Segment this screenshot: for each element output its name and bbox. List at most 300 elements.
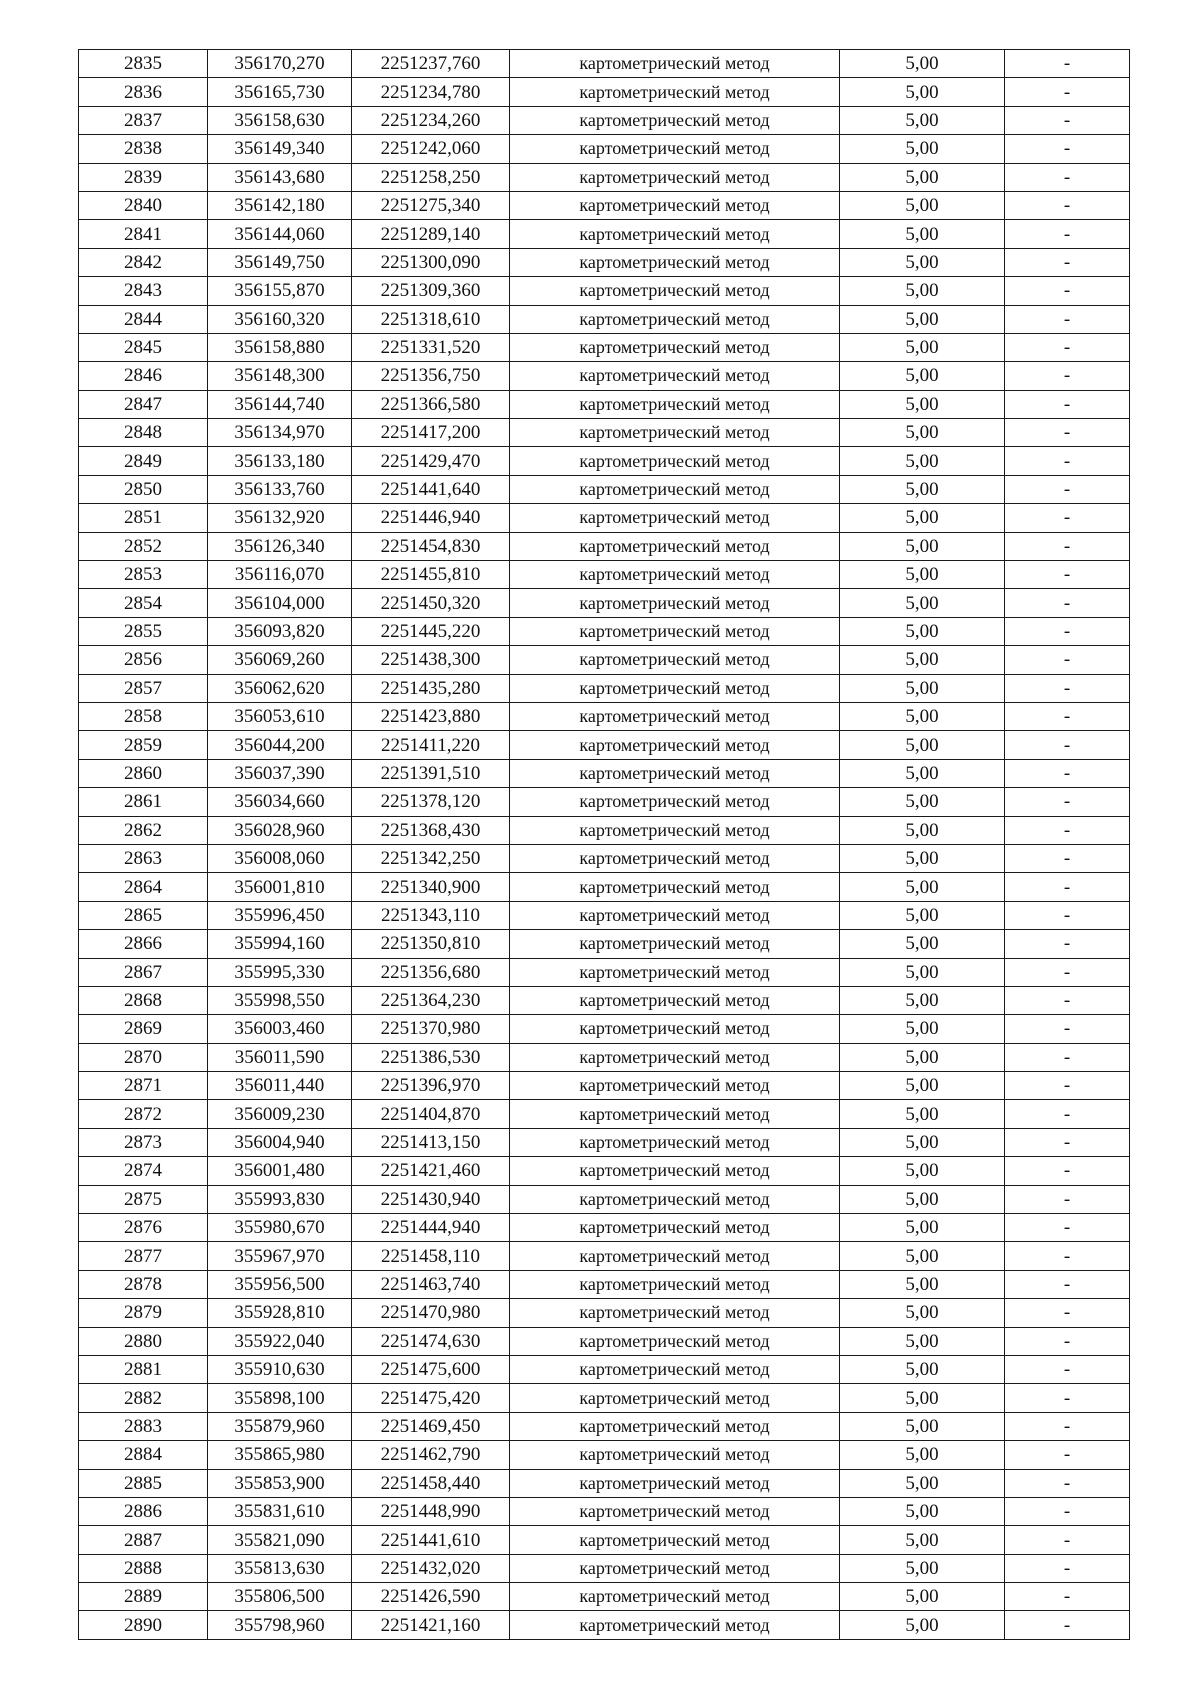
x-coordinate-cell: 355967,970: [208, 1242, 352, 1270]
table-row: [79, 674, 1130, 702]
accuracy-cell: 5,00: [840, 1128, 1005, 1156]
x-coordinate-cell: 356009,230: [208, 1100, 352, 1128]
y-coordinate-cell: 2251429,470: [352, 447, 510, 475]
table-row: [79, 901, 1130, 929]
point-number-cell: 2885: [79, 1469, 208, 1497]
method-cell: картометрический метод: [510, 1327, 840, 1355]
method-cell: картометрический метод: [510, 106, 840, 134]
method-cell: картометрический метод: [510, 1611, 840, 1639]
table-row: [79, 873, 1130, 901]
y-coordinate-cell: 2251441,610: [352, 1526, 510, 1554]
x-coordinate-cell: 356003,460: [208, 1015, 352, 1043]
x-coordinate-cell: 356144,740: [208, 390, 352, 418]
y-coordinate-cell: 2251441,640: [352, 475, 510, 503]
y-coordinate-cell: 2251350,810: [352, 930, 510, 958]
table-row: [79, 1270, 1130, 1298]
table-row: [79, 135, 1130, 163]
point-number-cell: 2845: [79, 333, 208, 361]
table-row: [79, 1128, 1130, 1156]
note-cell: -: [1005, 1497, 1130, 1525]
y-coordinate-cell: 2251396,970: [352, 1072, 510, 1100]
accuracy-cell: 5,00: [840, 844, 1005, 872]
point-number-cell: 2853: [79, 561, 208, 589]
y-coordinate-cell: 2251462,790: [352, 1441, 510, 1469]
x-coordinate-cell: 355813,630: [208, 1554, 352, 1582]
accuracy-cell: 5,00: [840, 1526, 1005, 1554]
table-row: [79, 1185, 1130, 1213]
method-cell: картометрический метод: [510, 1100, 840, 1128]
x-coordinate-cell: 355910,630: [208, 1355, 352, 1383]
method-cell: картометрический метод: [510, 135, 840, 163]
point-number-cell: 2842: [79, 248, 208, 276]
note-cell: -: [1005, 702, 1130, 730]
note-cell: -: [1005, 589, 1130, 617]
accuracy-cell: 5,00: [840, 1157, 1005, 1185]
method-cell: картометрический метод: [510, 390, 840, 418]
x-coordinate-cell: 355993,830: [208, 1185, 352, 1213]
accuracy-cell: 5,00: [840, 390, 1005, 418]
y-coordinate-cell: 2251331,520: [352, 333, 510, 361]
y-coordinate-cell: 2251475,420: [352, 1384, 510, 1412]
accuracy-cell: 5,00: [840, 561, 1005, 589]
note-cell: -: [1005, 1441, 1130, 1469]
table-row: [79, 1327, 1130, 1355]
note-cell: -: [1005, 163, 1130, 191]
method-cell: картометрический метод: [510, 1526, 840, 1554]
y-coordinate-cell: 2251463,740: [352, 1270, 510, 1298]
method-cell: картометрический метод: [510, 816, 840, 844]
note-cell: -: [1005, 1412, 1130, 1440]
y-coordinate-cell: 2251234,260: [352, 106, 510, 134]
accuracy-cell: 5,00: [840, 731, 1005, 759]
y-coordinate-cell: 2251446,940: [352, 504, 510, 532]
point-number-cell: 2837: [79, 106, 208, 134]
x-coordinate-cell: 356149,750: [208, 248, 352, 276]
note-cell: -: [1005, 759, 1130, 787]
y-coordinate-cell: 2251438,300: [352, 646, 510, 674]
point-number-cell: 2847: [79, 390, 208, 418]
note-cell: -: [1005, 191, 1130, 219]
table-row: [79, 1583, 1130, 1611]
accuracy-cell: 5,00: [840, 986, 1005, 1014]
point-number-cell: 2867: [79, 958, 208, 986]
y-coordinate-cell: 2251413,150: [352, 1128, 510, 1156]
method-cell: картометрический метод: [510, 1384, 840, 1412]
y-coordinate-cell: 2251342,250: [352, 844, 510, 872]
accuracy-cell: 5,00: [840, 674, 1005, 702]
accuracy-cell: 5,00: [840, 1072, 1005, 1100]
note-cell: -: [1005, 1611, 1130, 1639]
accuracy-cell: 5,00: [840, 447, 1005, 475]
point-number-cell: 2880: [79, 1327, 208, 1355]
x-coordinate-cell: 356053,610: [208, 702, 352, 730]
accuracy-cell: 5,00: [840, 1214, 1005, 1242]
table-row: [79, 106, 1130, 134]
note-cell: -: [1005, 1384, 1130, 1412]
accuracy-cell: 5,00: [840, 1270, 1005, 1298]
y-coordinate-cell: 2251430,940: [352, 1185, 510, 1213]
method-cell: картометрический метод: [510, 1270, 840, 1298]
x-coordinate-cell: 355928,810: [208, 1299, 352, 1327]
point-number-cell: 2887: [79, 1526, 208, 1554]
note-cell: -: [1005, 220, 1130, 248]
y-coordinate-cell: 2251234,780: [352, 78, 510, 106]
table-row: [79, 1157, 1130, 1185]
coordinates-table: [78, 49, 1130, 1640]
method-cell: картометрический метод: [510, 333, 840, 361]
accuracy-cell: 5,00: [840, 78, 1005, 106]
point-number-cell: 2838: [79, 135, 208, 163]
table-row: [79, 1611, 1130, 1639]
x-coordinate-cell: 355998,550: [208, 986, 352, 1014]
table-row: [79, 277, 1130, 305]
note-cell: -: [1005, 1072, 1130, 1100]
accuracy-cell: 5,00: [840, 248, 1005, 276]
accuracy-cell: 5,00: [840, 1583, 1005, 1611]
accuracy-cell: 5,00: [840, 362, 1005, 390]
x-coordinate-cell: 355879,960: [208, 1412, 352, 1440]
accuracy-cell: 5,00: [840, 1497, 1005, 1525]
accuracy-cell: 5,00: [840, 1611, 1005, 1639]
point-number-cell: 2864: [79, 873, 208, 901]
y-coordinate-cell: 2251435,280: [352, 674, 510, 702]
y-coordinate-cell: 2251421,160: [352, 1611, 510, 1639]
method-cell: картометрический метод: [510, 759, 840, 787]
accuracy-cell: 5,00: [840, 816, 1005, 844]
y-coordinate-cell: 2251458,440: [352, 1469, 510, 1497]
x-coordinate-cell: 356034,660: [208, 788, 352, 816]
point-number-cell: 2855: [79, 617, 208, 645]
y-coordinate-cell: 2251474,630: [352, 1327, 510, 1355]
x-coordinate-cell: 356011,440: [208, 1072, 352, 1100]
method-cell: картометрический метод: [510, 1157, 840, 1185]
table-row: [79, 475, 1130, 503]
accuracy-cell: 5,00: [840, 220, 1005, 248]
note-cell: -: [1005, 1526, 1130, 1554]
table-row: [79, 1242, 1130, 1270]
y-coordinate-cell: 2251340,900: [352, 873, 510, 901]
y-coordinate-cell: 2251475,600: [352, 1355, 510, 1383]
note-cell: -: [1005, 731, 1130, 759]
accuracy-cell: 5,00: [840, 475, 1005, 503]
method-cell: картометрический метод: [510, 248, 840, 276]
accuracy-cell: 5,00: [840, 1469, 1005, 1497]
note-cell: -: [1005, 532, 1130, 560]
note-cell: -: [1005, 958, 1130, 986]
point-number-cell: 2884: [79, 1441, 208, 1469]
y-coordinate-cell: 2251391,510: [352, 759, 510, 787]
accuracy-cell: 5,00: [840, 1015, 1005, 1043]
note-cell: -: [1005, 844, 1130, 872]
table-row: [79, 1526, 1130, 1554]
y-coordinate-cell: 2251289,140: [352, 220, 510, 248]
table-row: [79, 986, 1130, 1014]
method-cell: картометрический метод: [510, 1412, 840, 1440]
accuracy-cell: 5,00: [840, 50, 1005, 78]
table-row: [79, 163, 1130, 191]
note-cell: -: [1005, 106, 1130, 134]
method-cell: картометрический метод: [510, 1043, 840, 1071]
accuracy-cell: 5,00: [840, 333, 1005, 361]
point-number-cell: 2862: [79, 816, 208, 844]
x-coordinate-cell: 356104,000: [208, 589, 352, 617]
point-number-cell: 2843: [79, 277, 208, 305]
point-number-cell: 2850: [79, 475, 208, 503]
x-coordinate-cell: 356004,940: [208, 1128, 352, 1156]
accuracy-cell: 5,00: [840, 1242, 1005, 1270]
note-cell: -: [1005, 1015, 1130, 1043]
table-row: [79, 504, 1130, 532]
y-coordinate-cell: 2251432,020: [352, 1554, 510, 1582]
point-number-cell: 2863: [79, 844, 208, 872]
y-coordinate-cell: 2251458,110: [352, 1242, 510, 1270]
note-cell: -: [1005, 1583, 1130, 1611]
y-coordinate-cell: 2251386,530: [352, 1043, 510, 1071]
x-coordinate-cell: 356158,880: [208, 333, 352, 361]
y-coordinate-cell: 2251370,980: [352, 1015, 510, 1043]
x-coordinate-cell: 356028,960: [208, 816, 352, 844]
table-row: [79, 532, 1130, 560]
method-cell: картометрический метод: [510, 362, 840, 390]
x-coordinate-cell: 355922,040: [208, 1327, 352, 1355]
method-cell: картометрический метод: [510, 702, 840, 730]
method-cell: картометрический метод: [510, 163, 840, 191]
x-coordinate-cell: 355865,980: [208, 1441, 352, 1469]
method-cell: картометрический метод: [510, 674, 840, 702]
table-row: [79, 447, 1130, 475]
accuracy-cell: 5,00: [840, 305, 1005, 333]
y-coordinate-cell: 2251356,680: [352, 958, 510, 986]
note-cell: -: [1005, 1327, 1130, 1355]
point-number-cell: 2883: [79, 1412, 208, 1440]
table-row: [79, 617, 1130, 645]
table-row: [79, 1015, 1130, 1043]
x-coordinate-cell: 356149,340: [208, 135, 352, 163]
note-cell: -: [1005, 1128, 1130, 1156]
x-coordinate-cell: 356126,340: [208, 532, 352, 560]
x-coordinate-cell: 356008,060: [208, 844, 352, 872]
table-row: [79, 220, 1130, 248]
y-coordinate-cell: 2251423,880: [352, 702, 510, 730]
table-row: [79, 1554, 1130, 1582]
x-coordinate-cell: 355956,500: [208, 1270, 352, 1298]
method-cell: картометрический метод: [510, 1299, 840, 1327]
method-cell: картометрический метод: [510, 986, 840, 1014]
table-row: [79, 816, 1130, 844]
x-coordinate-cell: 356011,590: [208, 1043, 352, 1071]
table-row: [79, 646, 1130, 674]
point-number-cell: 2851: [79, 504, 208, 532]
table-row: [79, 589, 1130, 617]
x-coordinate-cell: 355994,160: [208, 930, 352, 958]
table-row: [79, 1299, 1130, 1327]
note-cell: -: [1005, 50, 1130, 78]
x-coordinate-cell: 356037,390: [208, 759, 352, 787]
x-coordinate-cell: 356142,180: [208, 191, 352, 219]
y-coordinate-cell: 2251309,360: [352, 277, 510, 305]
point-number-cell: 2844: [79, 305, 208, 333]
table-row: [79, 419, 1130, 447]
x-coordinate-cell: 356093,820: [208, 617, 352, 645]
x-coordinate-cell: 356158,630: [208, 106, 352, 134]
point-number-cell: 2868: [79, 986, 208, 1014]
point-number-cell: 2870: [79, 1043, 208, 1071]
accuracy-cell: 5,00: [840, 788, 1005, 816]
point-number-cell: 2886: [79, 1497, 208, 1525]
y-coordinate-cell: 2251318,610: [352, 305, 510, 333]
coordinates-table-body: [79, 50, 1130, 1640]
method-cell: картометрический метод: [510, 504, 840, 532]
note-cell: -: [1005, 1242, 1130, 1270]
method-cell: картометрический метод: [510, 1583, 840, 1611]
point-number-cell: 2854: [79, 589, 208, 617]
table-row: [79, 702, 1130, 730]
accuracy-cell: 5,00: [840, 135, 1005, 163]
table-row: [79, 1497, 1130, 1525]
point-number-cell: 2881: [79, 1355, 208, 1383]
table-row: [79, 191, 1130, 219]
accuracy-cell: 5,00: [840, 1384, 1005, 1412]
method-cell: картометрический метод: [510, 1355, 840, 1383]
accuracy-cell: 5,00: [840, 1185, 1005, 1213]
note-cell: -: [1005, 1100, 1130, 1128]
method-cell: картометрический метод: [510, 191, 840, 219]
table-row: [79, 1355, 1130, 1383]
point-number-cell: 2878: [79, 1270, 208, 1298]
point-number-cell: 2857: [79, 674, 208, 702]
x-coordinate-cell: 356062,620: [208, 674, 352, 702]
table-row: [79, 362, 1130, 390]
note-cell: -: [1005, 248, 1130, 276]
method-cell: картометрический метод: [510, 1497, 840, 1525]
method-cell: картометрический метод: [510, 1015, 840, 1043]
accuracy-cell: 5,00: [840, 958, 1005, 986]
x-coordinate-cell: 356134,970: [208, 419, 352, 447]
table-row: [79, 1100, 1130, 1128]
note-cell: -: [1005, 1270, 1130, 1298]
method-cell: картометрический метод: [510, 788, 840, 816]
y-coordinate-cell: 2251368,430: [352, 816, 510, 844]
accuracy-cell: 5,00: [840, 1554, 1005, 1582]
note-cell: -: [1005, 333, 1130, 361]
y-coordinate-cell: 2251421,460: [352, 1157, 510, 1185]
table-row: [79, 1072, 1130, 1100]
accuracy-cell: 5,00: [840, 930, 1005, 958]
x-coordinate-cell: 356001,480: [208, 1157, 352, 1185]
accuracy-cell: 5,00: [840, 1355, 1005, 1383]
note-cell: -: [1005, 901, 1130, 929]
y-coordinate-cell: 2251455,810: [352, 561, 510, 589]
table-row: [79, 333, 1130, 361]
table-row: [79, 1412, 1130, 1440]
table-row: [79, 930, 1130, 958]
point-number-cell: 2846: [79, 362, 208, 390]
table-row: [79, 561, 1130, 589]
accuracy-cell: 5,00: [840, 759, 1005, 787]
method-cell: картометрический метод: [510, 844, 840, 872]
point-number-cell: 2860: [79, 759, 208, 787]
method-cell: картометрический метод: [510, 475, 840, 503]
note-cell: -: [1005, 617, 1130, 645]
y-coordinate-cell: 2251356,750: [352, 362, 510, 390]
table-row: [79, 958, 1130, 986]
note-cell: -: [1005, 674, 1130, 702]
accuracy-cell: 5,00: [840, 1299, 1005, 1327]
y-coordinate-cell: 2251411,220: [352, 731, 510, 759]
accuracy-cell: 5,00: [840, 1412, 1005, 1440]
y-coordinate-cell: 2251404,870: [352, 1100, 510, 1128]
x-coordinate-cell: 355996,450: [208, 901, 352, 929]
table-row: [79, 1441, 1130, 1469]
table-row: [79, 1214, 1130, 1242]
method-cell: картометрический метод: [510, 305, 840, 333]
x-coordinate-cell: 355898,100: [208, 1384, 352, 1412]
y-coordinate-cell: 2251275,340: [352, 191, 510, 219]
point-number-cell: 2871: [79, 1072, 208, 1100]
y-coordinate-cell: 2251426,590: [352, 1583, 510, 1611]
point-number-cell: 2849: [79, 447, 208, 475]
x-coordinate-cell: 356148,300: [208, 362, 352, 390]
point-number-cell: 2865: [79, 901, 208, 929]
point-number-cell: 2861: [79, 788, 208, 816]
method-cell: картометрический метод: [510, 958, 840, 986]
y-coordinate-cell: 2251445,220: [352, 617, 510, 645]
x-coordinate-cell: 356143,680: [208, 163, 352, 191]
x-coordinate-cell: 356132,920: [208, 504, 352, 532]
method-cell: картометрический метод: [510, 1128, 840, 1156]
note-cell: -: [1005, 930, 1130, 958]
point-number-cell: 2877: [79, 1242, 208, 1270]
table-row: [79, 1043, 1130, 1071]
note-cell: -: [1005, 788, 1130, 816]
table-row: [79, 1469, 1130, 1497]
x-coordinate-cell: 356133,180: [208, 447, 352, 475]
method-cell: картометрический метод: [510, 901, 840, 929]
y-coordinate-cell: 2251469,450: [352, 1412, 510, 1440]
accuracy-cell: 5,00: [840, 646, 1005, 674]
point-number-cell: 2875: [79, 1185, 208, 1213]
y-coordinate-cell: 2251448,990: [352, 1497, 510, 1525]
x-coordinate-cell: 355821,090: [208, 1526, 352, 1554]
note-cell: -: [1005, 816, 1130, 844]
accuracy-cell: 5,00: [840, 1441, 1005, 1469]
note-cell: -: [1005, 305, 1130, 333]
point-number-cell: 2836: [79, 78, 208, 106]
note-cell: -: [1005, 447, 1130, 475]
note-cell: -: [1005, 277, 1130, 305]
point-number-cell: 2888: [79, 1554, 208, 1582]
note-cell: -: [1005, 986, 1130, 1014]
note-cell: -: [1005, 1299, 1130, 1327]
accuracy-cell: 5,00: [840, 191, 1005, 219]
table-row: [79, 731, 1130, 759]
point-number-cell: 2852: [79, 532, 208, 560]
point-number-cell: 2872: [79, 1100, 208, 1128]
accuracy-cell: 5,00: [840, 419, 1005, 447]
note-cell: -: [1005, 390, 1130, 418]
x-coordinate-cell: 356165,730: [208, 78, 352, 106]
x-coordinate-cell: 356133,760: [208, 475, 352, 503]
x-coordinate-cell: 356155,870: [208, 277, 352, 305]
y-coordinate-cell: 2251343,110: [352, 901, 510, 929]
y-coordinate-cell: 2251237,760: [352, 50, 510, 78]
point-number-cell: 2876: [79, 1214, 208, 1242]
note-cell: -: [1005, 1355, 1130, 1383]
x-coordinate-cell: 356160,320: [208, 305, 352, 333]
y-coordinate-cell: 2251450,320: [352, 589, 510, 617]
accuracy-cell: 5,00: [840, 873, 1005, 901]
note-cell: -: [1005, 1185, 1130, 1213]
